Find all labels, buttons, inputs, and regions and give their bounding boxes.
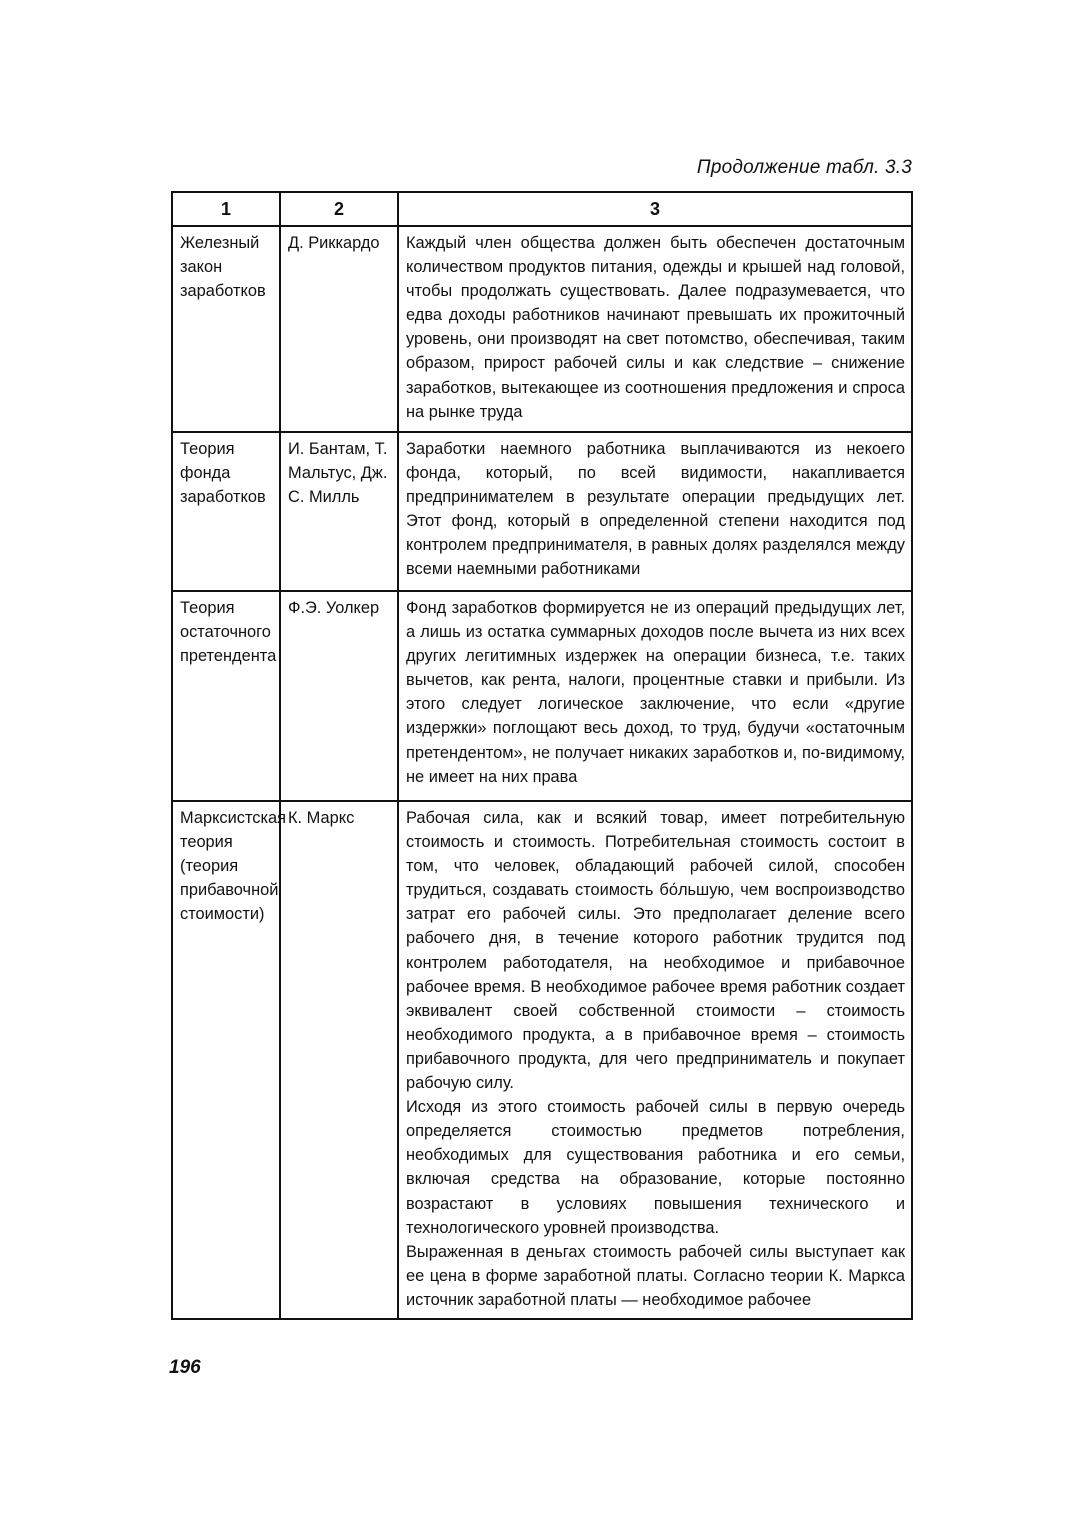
description-paragraph: Исходя из этого стоимость рабочей силы в первую очередь определяется стоимостью предметов потребления, необходимых для существования работника и его семьи, включая средства на образование, которые постоянно возрастают в условиях повышения технического и технологического уровней производства.: [406, 1098, 905, 1237]
description-paragraph: Рабочая сила, как и всякий товар, имеет потребительную стоимость и стоимость. Потребительная стоимость состоит в том, что человек, обладающий рабочей силой, способен трудиться, создавать стоимость бо́льшую, чем воспроизводство затрат его рабочей силы. Это предполагает деление всего рабочего дня, в течение которого работник трудится под контролем работодателя, на необходимое и прибавочное рабочее время. В необходимое рабочее время работник создает эквивалент своей собственной стоимости – стоимость необходимого продукта, а в прибавочное время – стоимость прибавочного продукта, для чего предприниматель и покупает рабочую силу.: [406, 809, 905, 1093]
table-header-row: [172, 192, 912, 226]
header-col-1: 1: [172, 192, 280, 226]
author-cell: Ф.Э. Уолкер: [280, 591, 398, 801]
description-cell: [398, 801, 912, 1319]
description-paragraph: Фонд заработков формируется не из операций предыдущих лет, а лишь из остатка суммарных доходов после вычета из них всех других легитимных издержек на операции бизнеса, т.е. таких вычетов, как рента, налоги, процентные ставки и прибыли. Из этого следует логическое заключение, что если «другие издержки» поглощают весь доход, то труд, будучи «остаточным претендентом», не получает никаких заработков и, по-видимому, не имеет на них права: [406, 599, 905, 786]
theory-cell: Железный закон заработков: [172, 226, 280, 432]
description-paragraph: Заработки наемного работника выплачиваются из некоего фонда, который, по всей видимости, накапливается предпринимателем в результате операции предыдущих лет. Этот фонд, который в определенной степени находится под контролем предпринимателя, в равных долях разделялся между всеми наемными работниками: [406, 440, 905, 579]
author-cell: К. Маркс: [280, 801, 398, 1319]
author-cell: И. Бантам, Т. Мальтус, Дж. С. Милль: [280, 432, 398, 591]
table-caption: Продолжение табл. 3.3: [696, 157, 912, 178]
description-cell: [398, 226, 912, 432]
theory-cell: Теория остаточного претендента: [172, 591, 280, 801]
page-number: 196: [169, 1357, 201, 1378]
description-paragraph: Каждый член общества должен быть обеспечен достаточным количеством продуктов питания, одежды и крышей над головой, чтобы продолжать существовать. Далее подразумевается, что едва доходы работников начинают превышать их прожиточный уровень, они производят на свет потомство, обеспечивая, таким образом, прирост рабочей силы и как следствие – снижение заработков, вытекающее из соотношения предложения и спроса на рынке труда: [406, 234, 905, 421]
description-paragraph: Выраженная в деньгах стоимость рабочей силы выступает как ее цена в форме заработной платы. Согласно теории К. Маркса источник заработной платы — необходимое рабочее: [406, 1242, 905, 1309]
table-row: [172, 801, 912, 1319]
description-cell: [398, 591, 912, 801]
table-row: [172, 432, 912, 591]
table-row: [172, 591, 912, 801]
author-cell: Д. Риккардо: [280, 226, 398, 432]
header-col-3: 3: [398, 192, 912, 226]
theory-cell: Марксистская теория (теория прибавочной стоимости): [172, 801, 280, 1319]
description-cell: [398, 432, 912, 591]
theories-table: [171, 191, 913, 1320]
theory-cell: Теория фонда заработков: [172, 432, 280, 591]
header-col-2: 2: [280, 192, 398, 226]
table-row: [172, 226, 912, 432]
